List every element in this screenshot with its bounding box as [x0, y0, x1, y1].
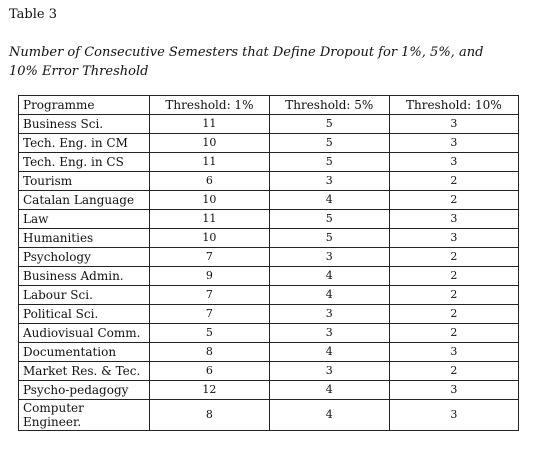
threshold-10-cell: 3: [389, 134, 518, 153]
threshold-1-cell: 6: [150, 362, 270, 381]
threshold-1-cell: 7: [150, 248, 270, 267]
threshold-1-cell: 11: [150, 115, 270, 134]
dropout-threshold-table: [18, 95, 519, 431]
table-caption: Number of Consecutive Semesters that Define Dropout for 1%, 5%, and 10% Error Threshold: [9, 45, 484, 79]
threshold-5-cell: 4: [269, 343, 389, 362]
threshold-5-cell: 4: [269, 381, 389, 400]
programme-cell: Psychology: [19, 248, 150, 267]
threshold-1-cell: 12: [150, 381, 270, 400]
threshold-5-cell: 5: [269, 134, 389, 153]
programme-cell: Labour Sci.: [19, 286, 150, 305]
threshold-5-cell: 5: [269, 210, 389, 229]
table-row: [19, 381, 519, 400]
threshold-10-cell: 2: [389, 191, 518, 210]
programme-cell: Documentation: [19, 343, 150, 362]
table-row: [19, 191, 519, 210]
programme-cell: Law: [19, 210, 150, 229]
header-threshold-1: Threshold: 1%: [150, 96, 270, 115]
threshold-5-cell: 3: [269, 324, 389, 343]
threshold-10-cell: 2: [389, 362, 518, 381]
programme-cell: Tourism: [19, 172, 150, 191]
table-row: [19, 210, 519, 229]
header-programme: Programme: [19, 96, 150, 115]
table-row: [19, 362, 519, 381]
threshold-5-cell: 3: [269, 172, 389, 191]
threshold-10-cell: 2: [389, 172, 518, 191]
threshold-5-cell: 4: [269, 267, 389, 286]
table-row: [19, 267, 519, 286]
threshold-10-cell: 2: [389, 286, 518, 305]
threshold-5-cell: 3: [269, 248, 389, 267]
threshold-1-cell: 9: [150, 267, 270, 286]
table-row: [19, 115, 519, 134]
threshold-1-cell: 11: [150, 153, 270, 172]
threshold-10-cell: 3: [389, 400, 518, 431]
programme-cell: Audiovisual Comm.: [19, 324, 150, 343]
programme-cell: Catalan Language: [19, 191, 150, 210]
programme-cell: Tech. Eng. in CM: [19, 134, 150, 153]
threshold-10-cell: 2: [389, 324, 518, 343]
threshold-10-cell: 3: [389, 343, 518, 362]
table-row: [19, 400, 519, 431]
header-row: [19, 96, 519, 115]
threshold-5-cell: 4: [269, 191, 389, 210]
threshold-1-cell: 10: [150, 134, 270, 153]
threshold-1-cell: 5: [150, 324, 270, 343]
threshold-5-cell: 5: [269, 229, 389, 248]
table-row: [19, 305, 519, 324]
threshold-1-cell: 10: [150, 191, 270, 210]
threshold-5-cell: 3: [269, 305, 389, 324]
programme-cell: Psycho-pedagogy: [19, 381, 150, 400]
threshold-5-cell: 4: [269, 286, 389, 305]
threshold-5-cell: 3: [269, 362, 389, 381]
threshold-10-cell: 3: [389, 229, 518, 248]
threshold-1-cell: 7: [150, 286, 270, 305]
table-row: [19, 324, 519, 343]
threshold-10-cell: 3: [389, 153, 518, 172]
table-row: [19, 229, 519, 248]
threshold-1-cell: 8: [150, 343, 270, 362]
threshold-1-cell: 6: [150, 172, 270, 191]
threshold-10-cell: 2: [389, 267, 518, 286]
threshold-1-cell: 10: [150, 229, 270, 248]
programme-cell: Political Sci.: [19, 305, 150, 324]
threshold-10-cell: 3: [389, 381, 518, 400]
programme-cell: Tech. Eng. in CS: [19, 153, 150, 172]
table-row: [19, 153, 519, 172]
programme-cell: Humanities: [19, 229, 150, 248]
programme-cell: Business Admin.: [19, 267, 150, 286]
threshold-1-cell: 11: [150, 210, 270, 229]
threshold-1-cell: 7: [150, 305, 270, 324]
table-row: [19, 286, 519, 305]
programme-cell: Market Res. & Tec.: [19, 362, 150, 381]
threshold-10-cell: 3: [389, 115, 518, 134]
threshold-10-cell: 2: [389, 248, 518, 267]
table-row: [19, 134, 519, 153]
header-threshold-5: Threshold: 5%: [269, 96, 389, 115]
header-threshold-10: Threshold: 10%: [389, 96, 518, 115]
threshold-10-cell: 3: [389, 210, 518, 229]
threshold-5-cell: 5: [269, 115, 389, 134]
threshold-5-cell: 5: [269, 153, 389, 172]
threshold-1-cell: 8: [150, 400, 270, 431]
programme-cell: Computer Engineer.: [19, 400, 150, 431]
table-row: [19, 172, 519, 191]
table-label: Table 3: [9, 7, 57, 22]
programme-cell: Business Sci.: [19, 115, 150, 134]
table-row: [19, 248, 519, 267]
threshold-5-cell: 4: [269, 400, 389, 431]
table-row: [19, 343, 519, 362]
threshold-10-cell: 2: [389, 305, 518, 324]
